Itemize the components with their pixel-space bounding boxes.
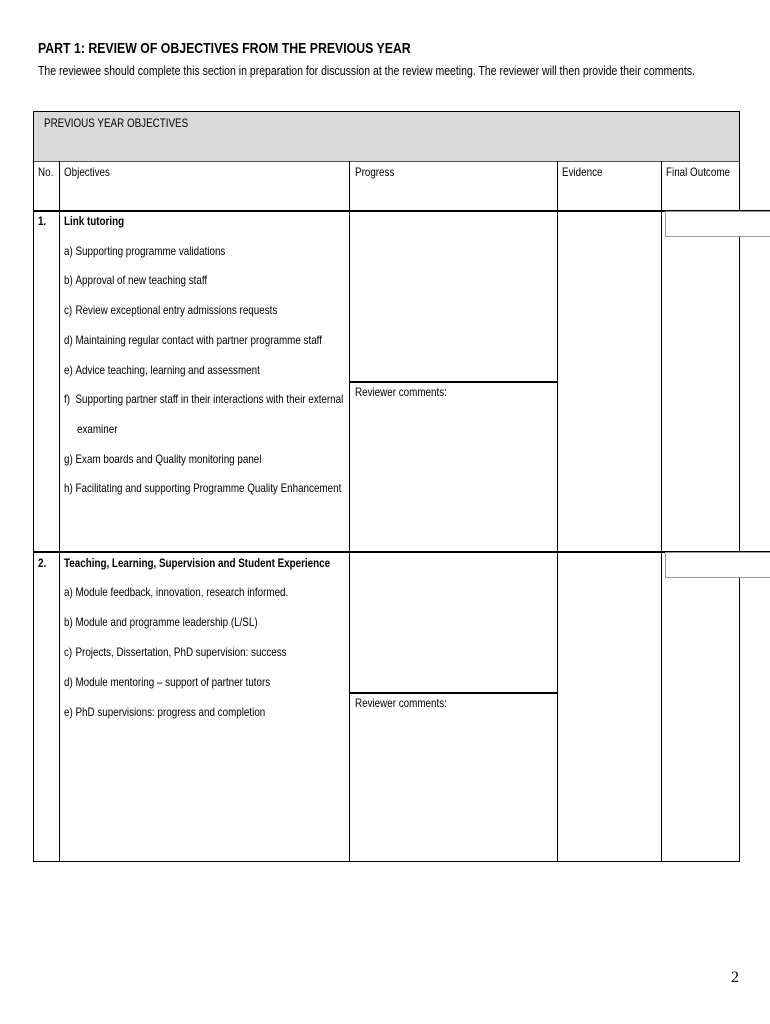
row-number: 1. <box>38 214 47 228</box>
objective-title: Link tutoring <box>64 214 125 228</box>
final-outcome-field-1[interactable] <box>665 211 770 237</box>
list-item: g) Exam boards and Quality monitoring panel <box>64 452 262 466</box>
list-item: b) Approval of new teaching staff <box>64 273 208 287</box>
list-item: f) Supporting partner staff in their interactions with their external <box>64 392 344 406</box>
col-header-objectives: Objectives <box>64 165 110 179</box>
list-item: e) PhD supervisions: progress and completion <box>64 705 266 719</box>
list-item: d) Module mentoring – support of partner tutors <box>64 675 271 689</box>
intro-text: The reviewee should complete this section in preparation for discussion at the review meeting. The reviewer will then provide their comments. <box>38 64 695 78</box>
col-header-final-outcome: Final Outcome <box>666 165 730 179</box>
list-item: e) Advice teaching, learning and assessment <box>64 363 260 377</box>
row-number: 2. <box>38 556 47 570</box>
list-item: c) Review exceptional entry admissions requests <box>64 303 278 317</box>
col-header-no: No. <box>38 165 54 179</box>
list-item: a) Supporting programme validations <box>64 244 226 258</box>
reviewer-comments-label: Reviewer comments: <box>355 385 447 399</box>
list-item-continuation: examiner <box>77 422 118 436</box>
section-header-label: PREVIOUS YEAR OBJECTIVES <box>44 116 189 130</box>
col-header-progress: Progress <box>355 165 395 179</box>
list-item: b) Module and programme leadership (L/SL) <box>64 615 258 629</box>
list-item: d) Maintaining regular contact with partner programme staff <box>64 333 322 347</box>
list-item: c) Projects, Dissertation, PhD supervision: success <box>64 645 287 659</box>
page-number: 2 <box>731 969 739 986</box>
final-outcome-field-2[interactable] <box>665 552 770 578</box>
page-title: PART 1: REVIEW OF OBJECTIVES FROM THE PREVIOUS YEAR <box>38 40 411 57</box>
col-header-evidence: Evidence <box>562 165 603 179</box>
list-item: a) Module feedback, innovation, research informed. <box>64 585 289 599</box>
objective-title: Teaching, Learning, Supervision and Student Experience <box>64 556 331 570</box>
reviewer-comments-label: Reviewer comments: <box>355 696 447 710</box>
list-item: h) Facilitating and supporting Programme Quality Enhancement <box>64 481 342 495</box>
